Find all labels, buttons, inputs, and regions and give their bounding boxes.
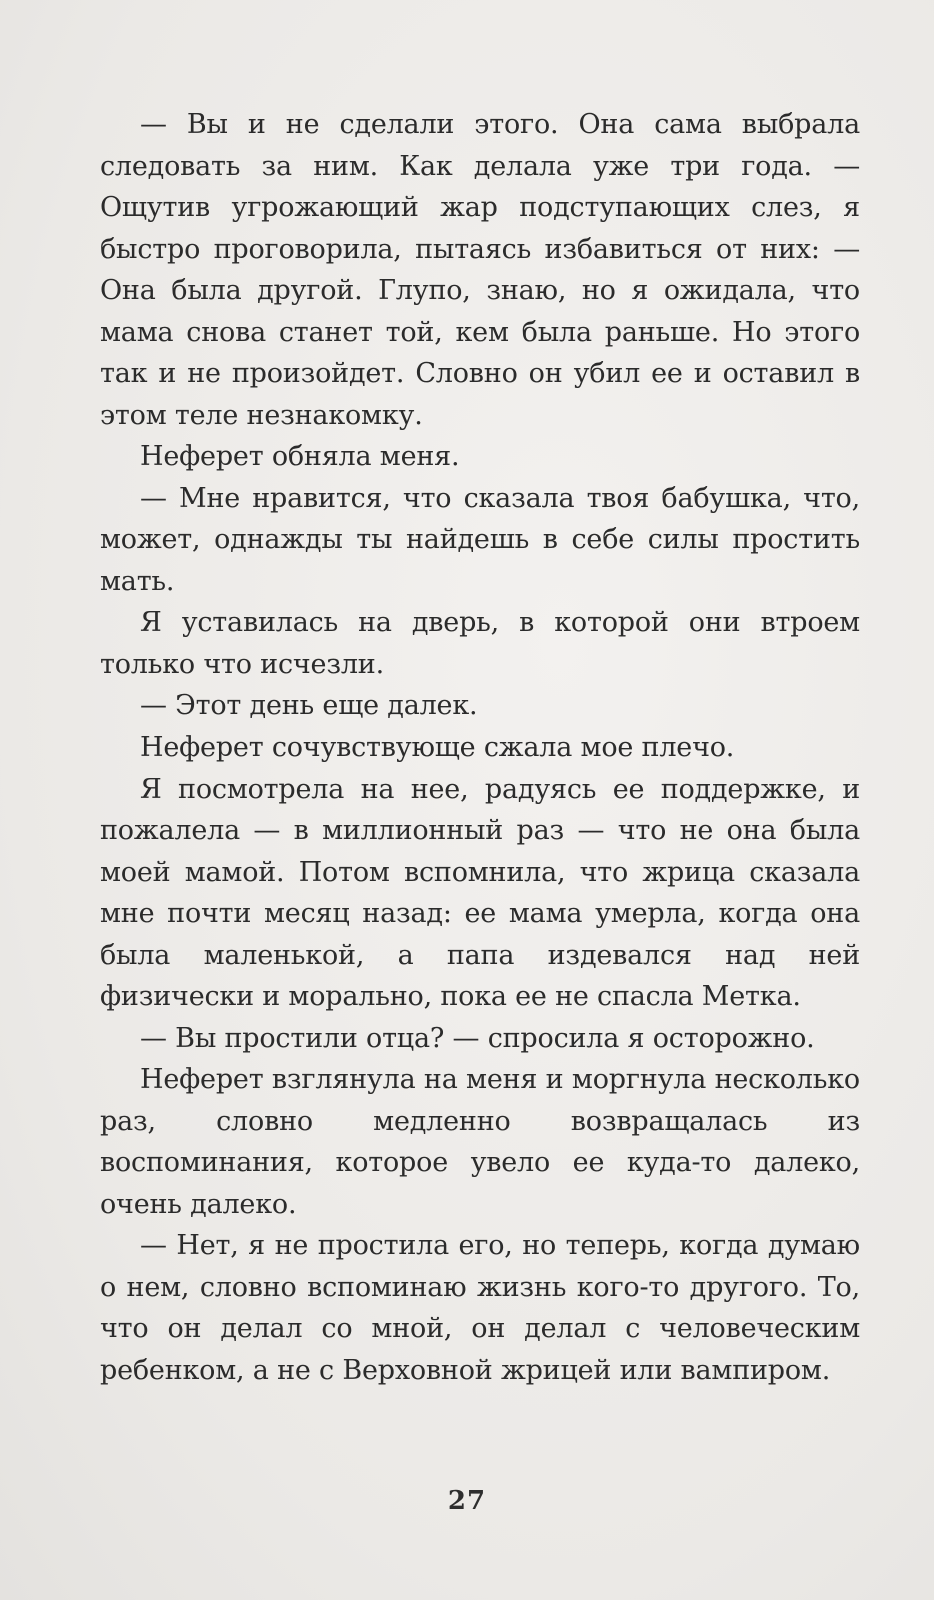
- paragraph: — Мне нравится, что сказала твоя бабушка, что, может, однажды ты найдешь в себе силы простить мать.: [100, 482, 860, 597]
- paragraph: Я уставилась на дверь, в которой они втроем только что исчезли.: [100, 607, 860, 680]
- page-number: 27: [447, 1486, 487, 1516]
- paragraph: — Этот день еще далек.: [140, 690, 478, 722]
- page-text-block: [100, 104, 860, 1391]
- paragraph: Я посмотрела на нее, радуясь ее поддержке, и пожалела — в миллионный раз — что не она была моей мамой. Потом вспомнила, что жрица сказала мне почти месяц назад: ее мама умерла, когда она была маленькой, а папа издевался над ней физически и морально, пока ее не спасла Метка.: [100, 773, 860, 1013]
- paragraph: Неферет сочувствующе сжала мое плечо.: [140, 731, 735, 763]
- paragraph: — Вы и не сделали этого. Она сама выбрала следовать за ним. Как делала уже три года. — Ощутив угрожающий жар подступающих слез, я быстро проговорила, пытаясь избавиться от них: — Она была другой. Глупо, знаю, но я ожидала, что мама снова станет той, кем была раньше. Но этого так и не произойдет. Словно он убил ее и оставил в этом теле незнакомку.: [100, 109, 860, 431]
- paragraph: Неферет взглянула на меня и моргнула несколько раз, словно медленно возвращалась из воспоминания, которое увело ее куда-то далеко, очень далеко.: [100, 1064, 860, 1220]
- paragraph: — Нет, я не простила его, но теперь, когда думаю о нем, словно вспоминаю жизнь кого-то другого. То, что он делал со мной, он делал с человеческим ребенком, а не с Верховной жрицей или вампиром.: [100, 1230, 860, 1386]
- paragraph: Неферет обняла меня.: [140, 441, 460, 473]
- paragraph: — Вы простили отца? — спросила я осторожно.: [140, 1022, 815, 1054]
